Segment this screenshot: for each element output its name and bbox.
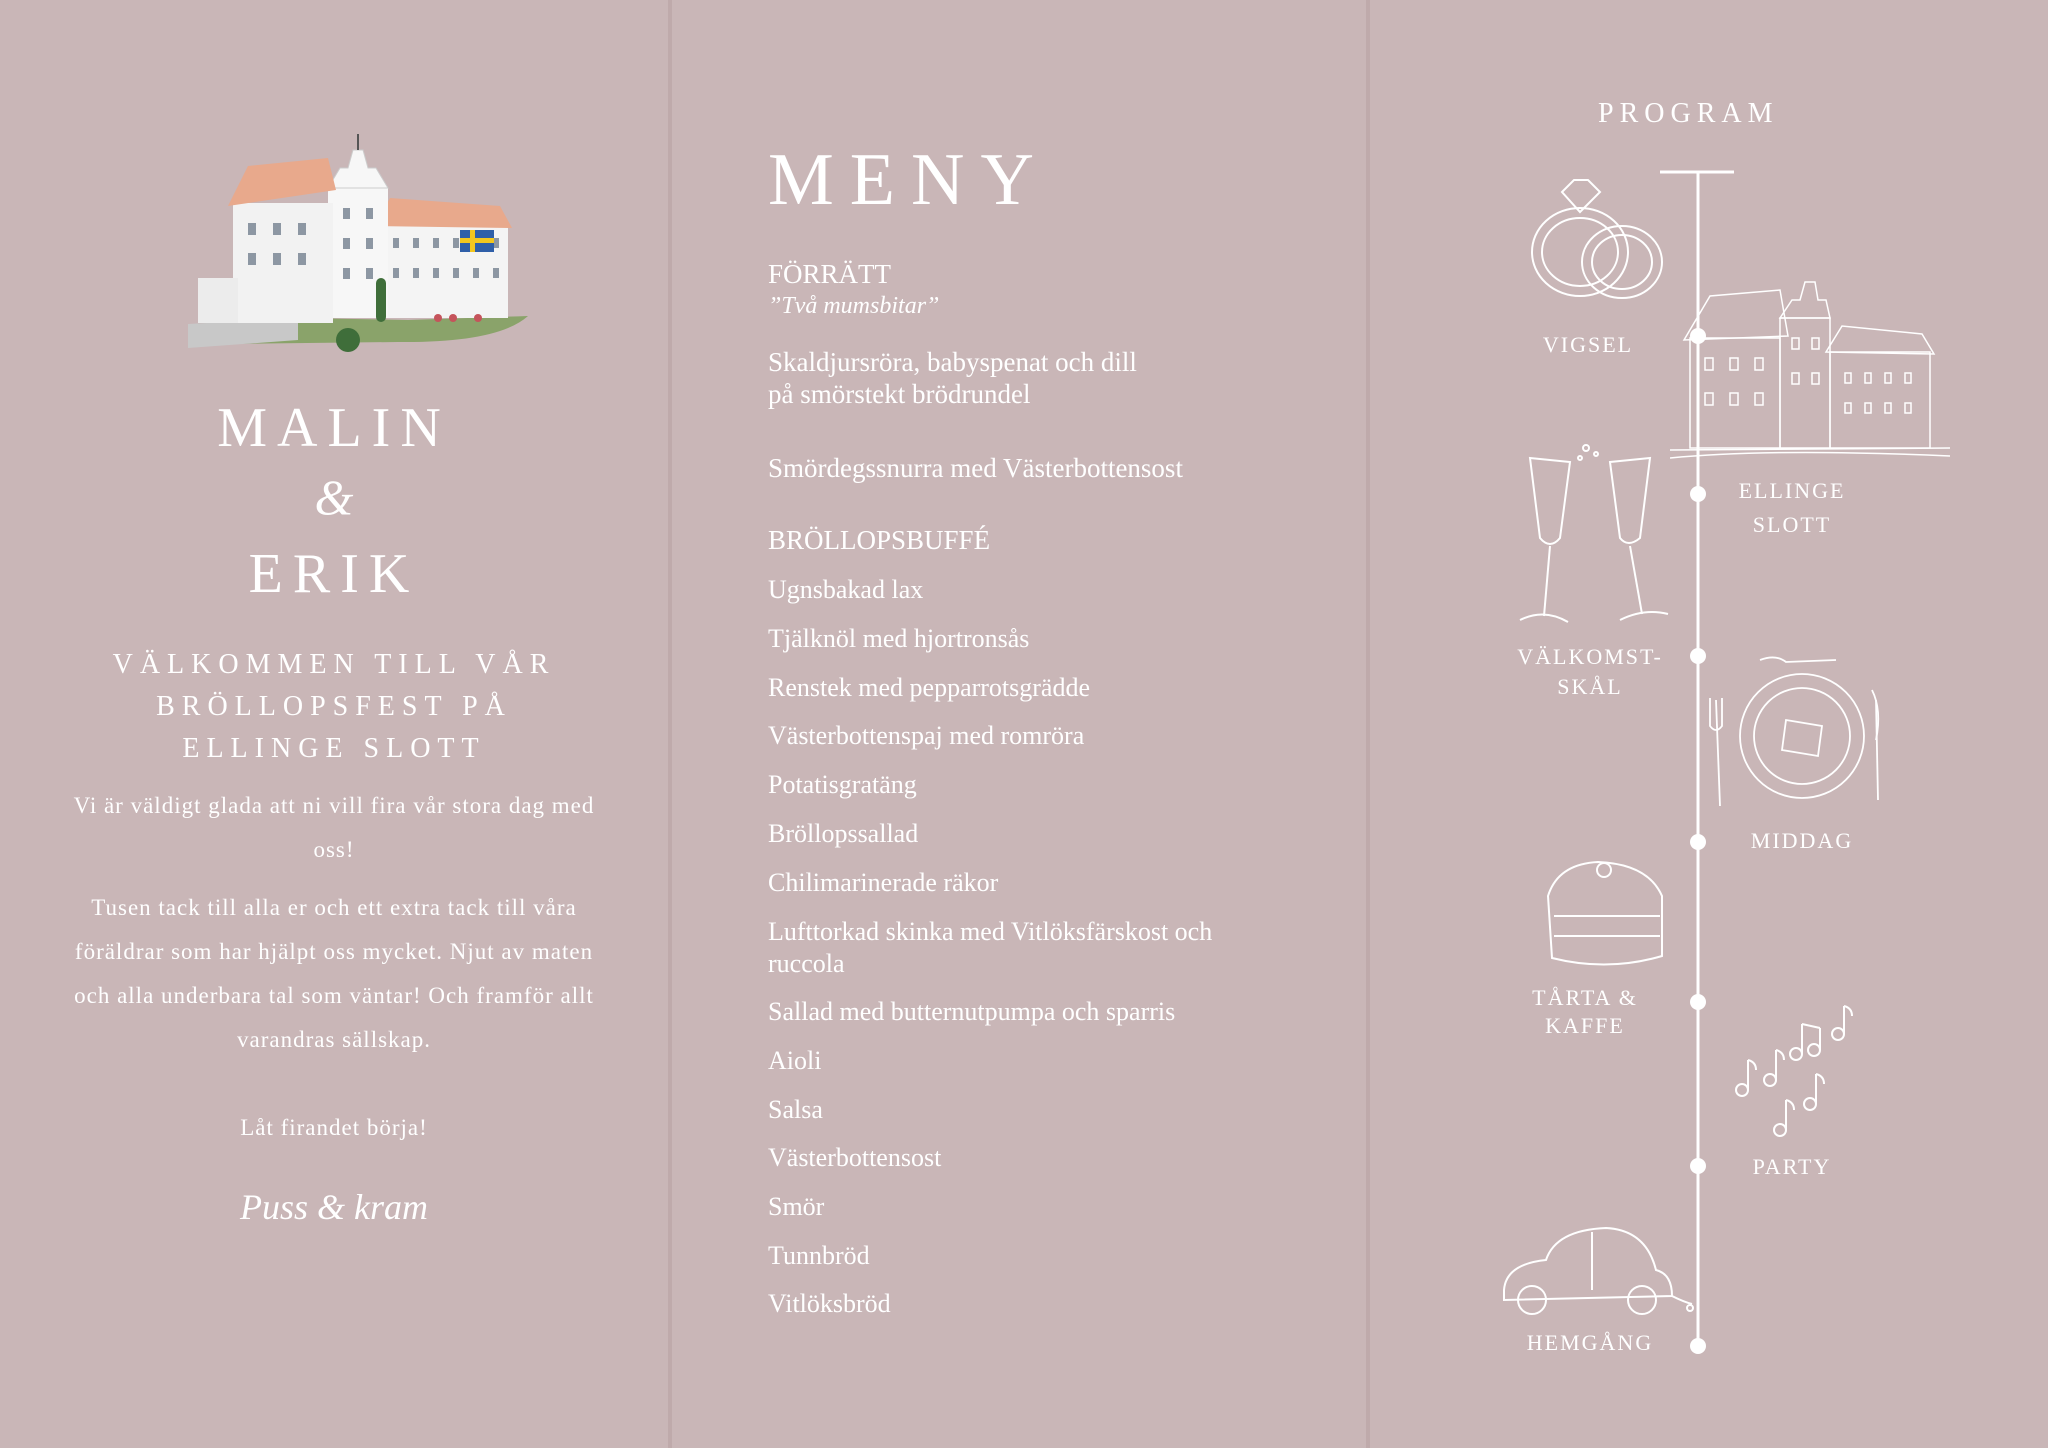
buffet-item: Vitlöksbröd <box>768 1289 891 1318</box>
rings-icon <box>1522 172 1672 312</box>
buffet-item: Potatisgratäng <box>768 770 917 799</box>
welcome-title: VÄLKOMMEN TILL VÅR BRÖLLOPSFEST PÅ ELLINGE SLOTT <box>112 649 556 764</box>
buffet-item: Västerbottenspaj med romröra <box>768 721 1085 750</box>
menu-panel <box>672 0 1366 1448</box>
welcome-paragraph-2: Tusen tack till alla er och ett extra tack till våra föräldrar som har hjälpt oss mycket. Njut av maten och alla underbara tal som väntar! Och framför allt varandras sällskap. <box>74 895 594 1052</box>
buffet-item: Smör <box>768 1192 825 1221</box>
champagne-glasses-icon <box>1500 438 1680 638</box>
event-label-tarta-kaffe: TÅRTA & KAFFE <box>1532 985 1638 1038</box>
welcome-paragraph-1: Vi är väldigt glada att ni vill fira vår stora dag med oss! <box>73 793 595 862</box>
buffet-item: Sallad med butternutpumpa och sparris <box>768 997 1176 1026</box>
buffet-item: Salsa <box>768 1095 823 1124</box>
music-notes-icon <box>1730 1000 1860 1140</box>
car-icon <box>1496 1220 1696 1330</box>
buffet-item: Ugnsbakad lax <box>768 575 924 604</box>
buffet-item: Bröllopssallad <box>768 819 919 848</box>
starter-subtitle: ”Två mumsbitar” <box>768 293 940 319</box>
buffet-item: Renstek med pepparrotsgrädde <box>768 673 1091 702</box>
starter-item-2: Smördegssnurra med Västerbottensost <box>768 453 1183 483</box>
groom-name: ERIK <box>248 543 420 605</box>
program-title: PROGRAM <box>1598 98 1779 129</box>
event-label-hemgang: HEMGÅNG <box>1526 1330 1654 1355</box>
buffet-heading: BRÖLLOPSBUFFÉ <box>768 525 991 555</box>
buffet-item: Lufttorkad skinka med Vitlöksfärskost och ruccola <box>768 917 1213 978</box>
buffet-item: Chilimarinerade räkor <box>768 868 999 897</box>
buffet-item: Aioli <box>768 1046 822 1075</box>
buffet-item: Västerbottensost <box>768 1143 942 1172</box>
welcome-paragraph-3: Låt firandet börja! <box>240 1115 428 1140</box>
signature: Puss & kram <box>240 1187 428 1227</box>
starter-heading: FÖRRÄTT <box>768 259 892 289</box>
welcome-panel <box>0 0 668 1448</box>
menu-title: MENY <box>768 139 1050 221</box>
buffet-item: Tunnbröd <box>768 1241 870 1270</box>
castle-sketch-icon <box>1670 278 1950 468</box>
event-label-valkomstskal: VÄLKOMST-SKÅL <box>1517 644 1663 699</box>
event-label-middag: MIDDAG <box>1750 828 1854 853</box>
castle-illustration <box>178 128 538 358</box>
program-panel <box>1370 0 2048 1448</box>
starter-item-1: Skaldjursröra, babyspenat och dill på smörstekt brödrundel <box>768 347 1137 409</box>
event-label-party: PARTY <box>1752 1154 1832 1179</box>
bride-name: MALIN <box>217 397 451 459</box>
event-label-ellinge-slott: ELLINGE SLOTT <box>1738 478 1846 537</box>
event-label-vigsel: VIGSEL <box>1542 332 1634 357</box>
buffet-item: Tjälknöl med hjortronsås <box>768 624 1030 653</box>
ampersand: & <box>314 469 354 525</box>
plate-cutlery-icon <box>1706 650 1886 810</box>
cake-icon <box>1538 856 1678 976</box>
